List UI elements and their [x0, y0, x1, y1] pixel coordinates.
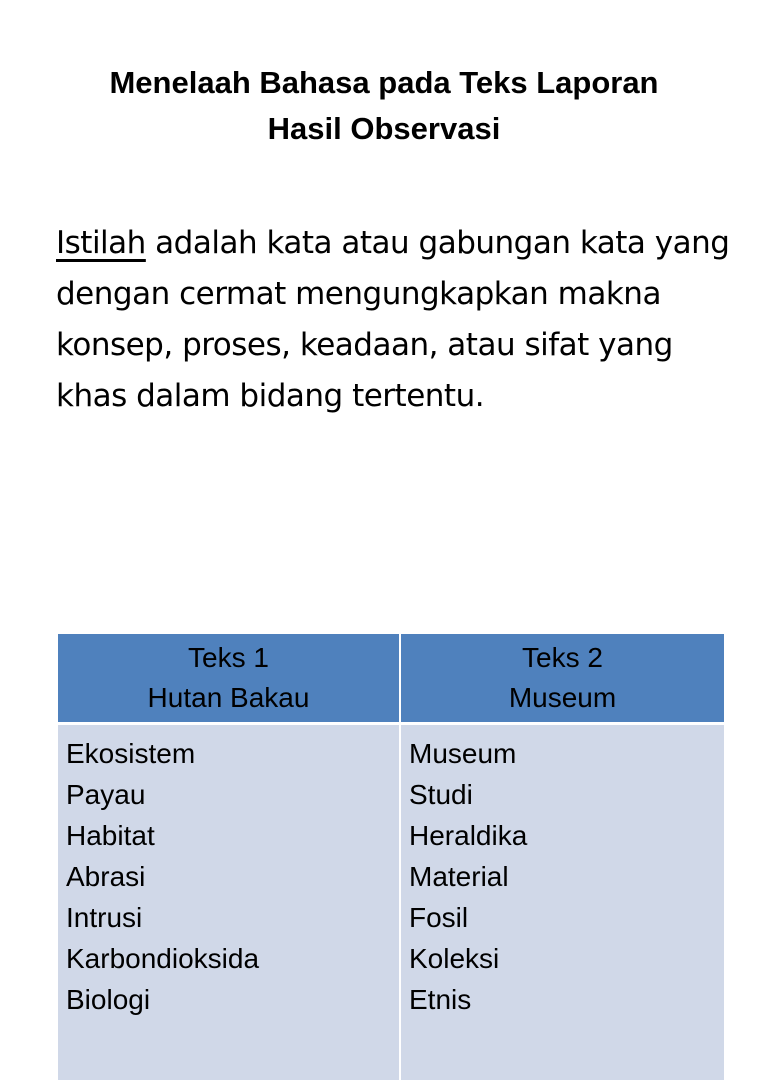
page-title — [0, 60, 768, 152]
header-teks-1 — [58, 634, 400, 724]
terms-table — [58, 634, 724, 1080]
header-sublabel: Museum — [402, 678, 723, 718]
header-teks-2 — [400, 634, 724, 724]
list-item: Material — [409, 856, 716, 897]
list-item: Etnis — [409, 979, 716, 1020]
list-item: Karbondioksida — [66, 938, 391, 979]
title-line-2: Hasil Observasi — [0, 106, 768, 152]
list-item: Heraldika — [409, 815, 716, 856]
clipped-row — [409, 1020, 716, 1080]
list-item: Abrasi — [66, 856, 391, 897]
list-item: Habitat — [66, 815, 391, 856]
definition-paragraph — [56, 218, 736, 422]
list-item: Intrusi — [66, 897, 391, 938]
list-item: Ekosistem — [66, 733, 391, 774]
list-item: Museum — [409, 733, 716, 774]
column-teks-2 — [400, 724, 724, 1080]
list-item: Biologi — [66, 979, 391, 1020]
list-item: Koleksi — [409, 938, 716, 979]
header-label: Teks 2 — [402, 638, 723, 678]
list-item: Studi — [409, 774, 716, 815]
column-teks-1 — [58, 724, 400, 1080]
header-sublabel: Hutan Bakau — [59, 678, 398, 718]
list-item: Payau — [66, 774, 391, 815]
clipped-row — [66, 1020, 391, 1080]
definition-text: adalah kata atau gabungan kata yang dengan cermat mengungkapkan makna konsep, proses, keadaan, atau sifat yang khas dalam bidang tertentu. — [56, 225, 729, 414]
table-body-row — [58, 724, 724, 1080]
definition-term: Istilah — [56, 225, 146, 261]
title-line-1: Menelaah Bahasa pada Teks Laporan — [0, 60, 768, 106]
list-item: Fosil — [409, 897, 716, 938]
table-header-row — [58, 634, 724, 724]
header-label: Teks 1 — [59, 638, 398, 678]
